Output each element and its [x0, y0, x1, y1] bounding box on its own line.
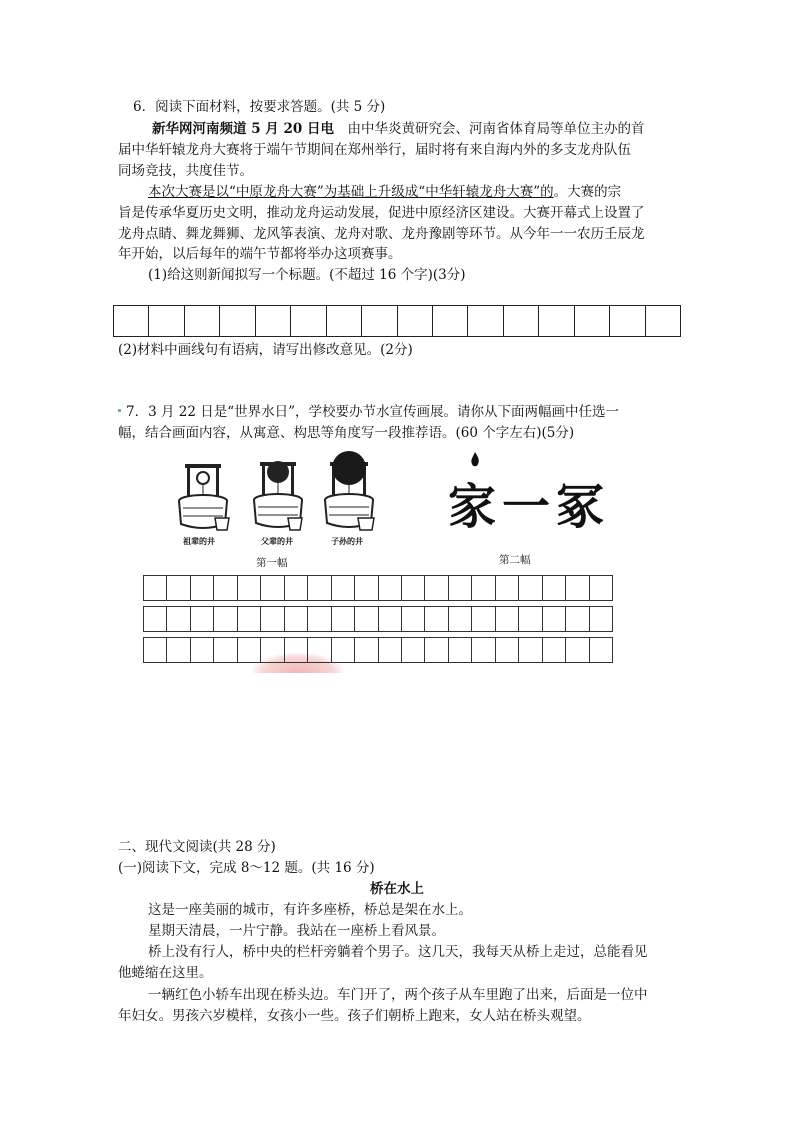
- writing-grid-row-2[interactable]: [143, 606, 613, 632]
- figure-2-label: 第二幅: [499, 554, 531, 566]
- well-icon: [318, 448, 380, 534]
- answer-cell[interactable]: [646, 306, 680, 336]
- answer-cell[interactable]: [220, 306, 255, 336]
- article-title: 桥在水上: [370, 881, 424, 897]
- well-icon: [173, 456, 233, 534]
- writing-grid-row-1[interactable]: [143, 575, 613, 601]
- answer-cell[interactable]: [362, 306, 397, 336]
- q6-paragraph-2-line-4: 年开始，以后每年的端午节都将举办这项赛事。: [118, 246, 402, 262]
- q6-sub-question-2: (2)材料中画线句有语病，请写出修改意见。(2分): [118, 342, 413, 358]
- q6-paragraph-1-line-2: 届中华轩辕龙舟大赛将于端午节期间在郑州举行，届时将有来自海内外的多支龙舟队伍: [118, 142, 631, 158]
- calligraphy-artwork: 家一冢: [448, 479, 611, 535]
- section-2-sub-heading: (一)阅读下文，完成 8～12 题。(共 16 分): [118, 860, 375, 876]
- answer-cell[interactable]: [610, 306, 645, 336]
- answer-cell[interactable]: [149, 306, 184, 336]
- answer-cell[interactable]: [575, 306, 610, 336]
- figure-1-label: 第一幅: [256, 557, 288, 569]
- section-2-heading: 二、现代文阅读(共 28 分): [118, 839, 276, 855]
- title-answer-grid[interactable]: [113, 305, 681, 337]
- well-icon: [248, 452, 308, 534]
- article-paragraph-3-line-2: 他蜷缩在这里。: [118, 965, 213, 981]
- q6-p2-text: 。大赛的宗: [553, 184, 622, 200]
- q6-paragraph-2-line-3: 龙舟点睛、舞龙舞狮、龙风筝表演、龙舟对歌、龙舟豫剧等环节。从今年一一农历壬辰龙: [118, 226, 645, 242]
- q6-paragraph-1-line-1: [152, 119, 644, 139]
- underlined-sentence: 本次大赛是以“中原龙舟大赛”为基础上升级成“中华轩辕龙舟大赛”的: [148, 184, 554, 200]
- answer-cell[interactable]: [185, 306, 220, 336]
- q6-p1-text: 由中华炎黄研究会、河南省体育局等单位主办的首: [333, 121, 645, 137]
- well-caption-2: 父辈的井: [261, 536, 293, 546]
- q6-paragraph-1-line-3: 同场竞技，共度佳节。: [118, 163, 253, 179]
- answer-cell[interactable]: [539, 306, 574, 336]
- writing-grid-row-3[interactable]: [143, 637, 613, 663]
- well-caption-1: 祖辈的井: [183, 536, 215, 546]
- q6-heading: 6．阅读下面材料，按要求答题。(共 5 分): [133, 99, 386, 115]
- q7-line-1: 7．3 月 22 日是“世界水日”，学校要办节水宣传画展。请你从下面两幅画中任选一: [126, 404, 620, 420]
- q6-paragraph-2-line-1: [148, 182, 621, 202]
- answer-cell[interactable]: [433, 306, 468, 336]
- answer-cell[interactable]: [327, 306, 362, 336]
- answer-cell[interactable]: [504, 306, 539, 336]
- q6-sub-question-1: (1)给这则新闻拟写一个标题。(不超过 16 个字)(3分): [148, 267, 466, 283]
- answer-cell[interactable]: [256, 306, 291, 336]
- article-paragraph-3-line-1: 桥上没有行人，桥中央的栏杆旁躺着个男子。这几天，我每天从桥上走过，总能看见: [148, 944, 648, 960]
- q7-line-2: 幅，结合画面内容，从寓意、构思等角度写一段推荐语。(60 个字左右)(5分): [118, 425, 575, 441]
- q6-paragraph-2-line-2: 旨是传承华夏历史文明，推动龙舟运动发展，促进中原经济区建设。大赛开幕式上设置了: [118, 205, 645, 221]
- answer-cell[interactable]: [398, 306, 433, 336]
- well-caption-3: 子孙的井: [331, 536, 363, 546]
- answer-cell[interactable]: [114, 306, 149, 336]
- answer-cell[interactable]: [291, 306, 326, 336]
- article-paragraph-2: 星期天清晨，一片宁静。我站在一座桥上看风景。: [148, 923, 445, 939]
- answer-cell[interactable]: [468, 306, 503, 336]
- article-paragraph-1: 这是一座美丽的城市，有许多座桥，桥总是架在水上。: [148, 902, 472, 918]
- scan-dot: [118, 409, 121, 412]
- article-paragraph-4-line-2: 年妇女。男孩六岁模样，女孩小一些。孩子们朝桥上跑来，女人站在桥头观望。: [118, 1008, 591, 1024]
- q7-figure: [113, 448, 618, 665]
- article-paragraph-4-line-1: 一辆红色小轿车出现在桥头边。车门开了，两个孩子从车里跑了出来，后面是一位中: [148, 987, 648, 1003]
- dateline: 新华网河南频道 5 月 20 日电: [152, 121, 334, 137]
